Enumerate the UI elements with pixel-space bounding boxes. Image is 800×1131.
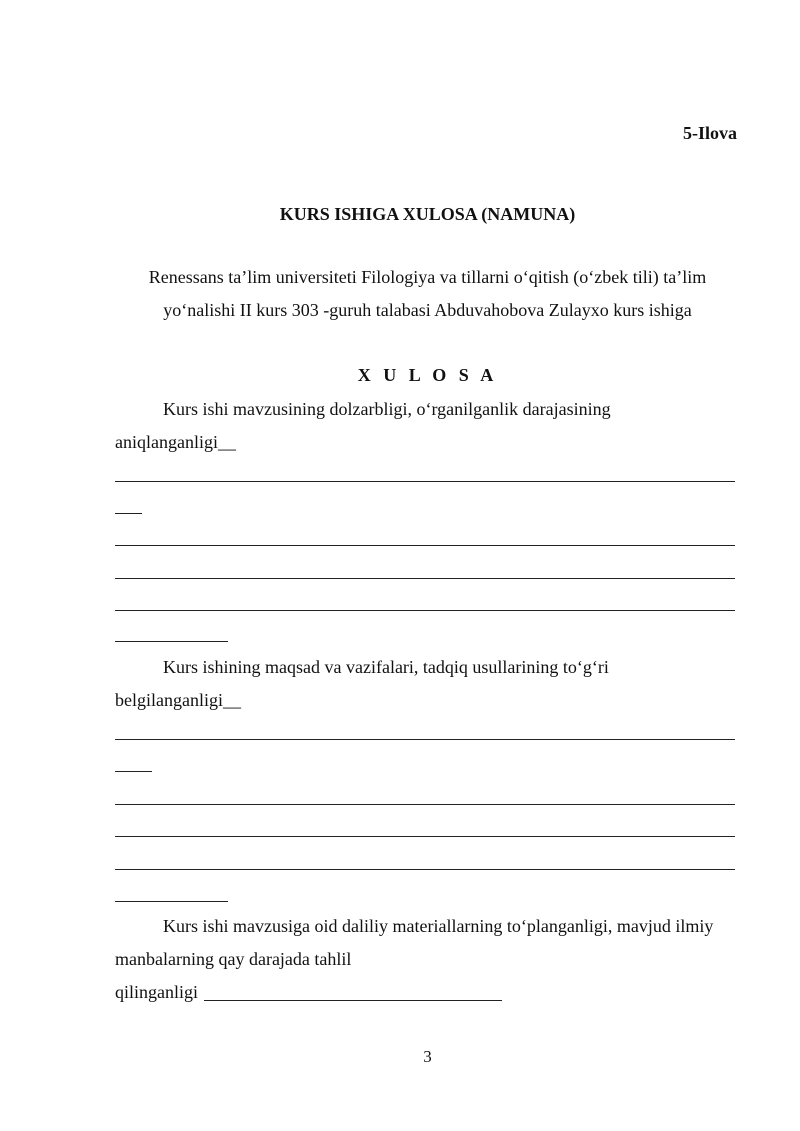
annex-label: 5-Ilova [683, 123, 737, 143]
section-3-line-3: qilinganligi [115, 982, 198, 1002]
answer-line-stub[interactable] [115, 771, 152, 772]
intro-line-2: yo‘nalishi II kurs 303 -guruh talabasi Abduvahobova Zulayxo kurs ishiga [163, 300, 692, 320]
answer-line-stub[interactable] [115, 513, 142, 514]
answer-line-stub[interactable] [115, 641, 228, 642]
section-3-line-2: manbalarning qay darajada tahlil [115, 949, 352, 969]
document-title: KURS ISHIGA XULOSA (NAMUNA) [279, 204, 576, 224]
answer-line[interactable] [115, 545, 735, 546]
section-1-line-2: aniqlanganligi__ [115, 432, 236, 452]
section-2-line-2: belgilanganligi__ [115, 690, 241, 710]
page-number: 3 [423, 1047, 432, 1066]
section-2-line-1: Kurs ishining maqsad va vazifalari, tadqiq usullarining to‘g‘ri [163, 657, 609, 677]
intro-line-1: Renessans ta’lim universiteti Filologiya va tillarni o‘qitish (o‘zbek tili) ta’lim [148, 267, 707, 287]
conclusion-heading: X U L O S A [357, 365, 498, 385]
answer-line[interactable] [115, 610, 735, 611]
answer-line[interactable] [115, 578, 735, 579]
section-3-line-1: Kurs ishi mavzusiga oid daliliy materiallarning to‘planganligi, mavjud ilmiy [163, 916, 714, 936]
answer-line[interactable] [115, 481, 735, 482]
answer-line[interactable] [115, 804, 735, 805]
answer-line[interactable] [115, 836, 735, 837]
section-1-line-1: Kurs ishi mavzusining dolzarbligi, o‘rganilganlik darajasining [163, 399, 611, 419]
answer-line[interactable] [115, 739, 735, 740]
answer-line-stub[interactable] [115, 901, 228, 902]
answer-line[interactable] [204, 1000, 502, 1001]
answer-line[interactable] [115, 869, 735, 870]
